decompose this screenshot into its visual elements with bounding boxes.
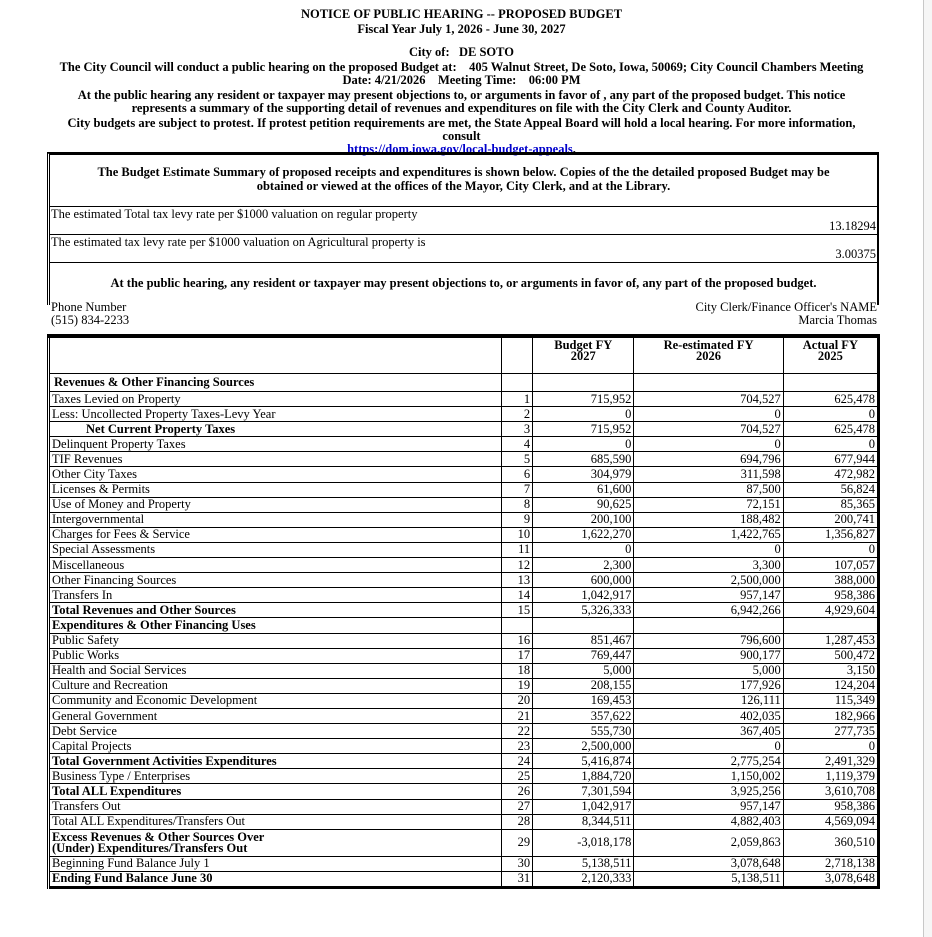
row-actual-fy2025: 182,966 — [783, 708, 878, 723]
row-budget-fy2027: 769,447 — [533, 648, 634, 663]
row-actual-fy2025: 277,735 — [783, 724, 878, 739]
row-reestimated-fy2026: 2,775,254 — [634, 754, 783, 769]
row-actual-fy2025: 0 — [783, 542, 878, 557]
row-reestimated-fy2026: 126,111 — [634, 693, 783, 708]
row-label: Less: Uncollected Property Taxes-Levy Year — [49, 407, 502, 422]
row-line-number: 30 — [502, 856, 533, 871]
row-label: Beginning Fund Balance July 1 — [49, 856, 502, 871]
table-row — [49, 724, 879, 739]
row-budget-fy2027: 2,120,333 — [533, 871, 634, 887]
row-line-number: 14 — [502, 588, 533, 603]
row-actual-fy2025: 3,078,648 — [783, 871, 878, 887]
row-line-number: 26 — [502, 784, 533, 799]
budget-summary-box — [47, 152, 879, 327]
row-reestimated-fy2026: 704,527 — [634, 422, 783, 437]
table-row — [49, 467, 879, 482]
row-budget-fy2027: -3,018,178 — [533, 829, 634, 856]
table-row — [49, 633, 879, 648]
fiscal-year: Fiscal Year July 1, 2026 - June 30, 2027 — [357, 22, 566, 36]
header-reestimated-fy: Re-estimated FY 2026 — [634, 336, 783, 374]
table-row — [49, 573, 879, 588]
row-label: Public Safety — [49, 633, 502, 648]
row-line-number: 4 — [502, 437, 533, 452]
table-header-row — [49, 336, 879, 374]
protest-text: City budgets are subject to protest. If protest petition requirements are met, the State Appeal Board will hold a local hearing. For more information, consult — [67, 116, 856, 143]
row-reestimated-fy2026: 2,059,863 — [634, 829, 783, 856]
row-label: Excess Revenues & Other Sources Over (Under) Expenditures/Transfers Out — [49, 829, 502, 856]
header-budget-fy: Budget FY 2027 — [533, 336, 634, 374]
row-label: Total Revenues and Other Sources — [49, 603, 502, 618]
table-row — [49, 769, 879, 784]
row-label: Other City Taxes — [49, 467, 502, 482]
notice-title: NOTICE OF PUBLIC HEARING -- PROPOSED BUDGET — [300, 7, 623, 21]
row-label: Miscellaneous — [49, 558, 502, 573]
row-label: Net Current Property Taxes — [49, 422, 502, 437]
row-budget-fy2027: 7,301,594 — [533, 784, 634, 799]
row-label: Total ALL Expenditures/Transfers Out — [49, 814, 502, 829]
row-budget-fy2027: 555,730 — [533, 724, 634, 739]
row-label: Expenditures & Other Financing Uses — [49, 618, 502, 633]
row-actual-fy2025: 124,204 — [783, 678, 878, 693]
row-label: Transfers In — [49, 588, 502, 603]
row-label: Revenues & Other Financing Sources — [49, 374, 502, 392]
row-label: Culture and Recreation — [49, 678, 502, 693]
table-row — [49, 374, 879, 392]
vertical-scrollbar[interactable] — [923, 0, 932, 937]
row-line-number: 24 — [502, 754, 533, 769]
ag-levy-rate-value: 3.00375 — [835, 247, 876, 261]
row-line-number: 5 — [502, 452, 533, 467]
row-budget-fy2027: 685,590 — [533, 452, 634, 467]
row-label: Licenses & Permits — [49, 482, 502, 497]
table-row — [49, 482, 879, 497]
row-label: Intergovernmental — [49, 512, 502, 527]
row-actual-fy2025: 625,478 — [783, 422, 878, 437]
row-reestimated-fy2026: 1,150,002 — [634, 769, 783, 784]
officer-block — [695, 301, 877, 327]
row-actual-fy2025 — [783, 374, 878, 392]
row-label: Transfers Out — [49, 799, 502, 814]
table-row — [49, 618, 879, 633]
city-line: City of: DE SOTO — [409, 45, 514, 59]
row-reestimated-fy2026 — [634, 618, 783, 633]
row-line-number: 11 — [502, 542, 533, 557]
phone-label: Phone Number — [51, 300, 127, 314]
row-label: Total ALL Expenditures — [49, 784, 502, 799]
row-line-number: 17 — [502, 648, 533, 663]
row-line-number: 8 — [502, 497, 533, 512]
row-reestimated-fy2026: 5,000 — [634, 663, 783, 678]
row-actual-fy2025 — [783, 618, 878, 633]
row-budget-fy2027 — [533, 618, 634, 633]
table-row — [49, 814, 879, 829]
row-label: Debt Service — [49, 724, 502, 739]
row-reestimated-fy2026: 402,035 — [634, 708, 783, 723]
regular-levy-rate-label: The estimated Total tax levy rate per $1000 valuation on regular property — [51, 207, 418, 221]
row-budget-fy2027 — [533, 374, 634, 392]
row-label: Use of Money and Property — [49, 497, 502, 512]
row-line-number: 18 — [502, 663, 533, 678]
table-row — [49, 708, 879, 723]
officer-name: Marcia Thomas — [798, 313, 877, 327]
row-line-number — [502, 374, 533, 392]
row-actual-fy2025: 1,287,453 — [783, 633, 878, 648]
row-line-number: 25 — [502, 769, 533, 784]
budget-appeals-link[interactable]: https://dom.iowa.gov/local-budget-appeals — [347, 142, 573, 156]
row-reestimated-fy2026: 0 — [634, 437, 783, 452]
row-line-number: 22 — [502, 724, 533, 739]
row-actual-fy2025: 472,982 — [783, 467, 878, 482]
regular-levy-rate-row — [50, 207, 877, 235]
row-line-number: 19 — [502, 678, 533, 693]
row-budget-fy2027: 5,326,333 — [533, 603, 634, 618]
row-label: Charges for Fees & Service — [49, 527, 502, 542]
row-budget-fy2027: 0 — [533, 437, 634, 452]
row-label: Delinquent Property Taxes — [49, 437, 502, 452]
row-reestimated-fy2026: 188,482 — [634, 512, 783, 527]
row-actual-fy2025: 958,386 — [783, 799, 878, 814]
row-budget-fy2027: 5,000 — [533, 663, 634, 678]
link-suffix: . — [572, 142, 576, 156]
table-row — [49, 693, 879, 708]
row-reestimated-fy2026: 72,151 — [634, 497, 783, 512]
row-actual-fy2025: 0 — [783, 739, 878, 754]
row-budget-fy2027: 1,042,917 — [533, 799, 634, 814]
row-budget-fy2027: 2,500,000 — [533, 739, 634, 754]
row-budget-fy2027: 90,625 — [533, 497, 634, 512]
row-actual-fy2025: 200,741 — [783, 512, 878, 527]
phone-value: (515) 834-2233 — [51, 313, 130, 327]
row-budget-fy2027: 1,042,917 — [533, 588, 634, 603]
row-label: Public Works — [49, 648, 502, 663]
row-actual-fy2025: 500,472 — [783, 648, 878, 663]
row-line-number: 27 — [502, 799, 533, 814]
summary-intro: The Budget Estimate Summary of proposed receipts and expenditures is shown below. Copies of the the detailed proposed Budget may be obtained or viewed at the offices of the Mayor, City Clerk, and at the Library. — [50, 155, 877, 207]
table-row — [49, 739, 879, 754]
row-line-number — [502, 618, 533, 633]
row-reestimated-fy2026: 694,796 — [634, 452, 783, 467]
row-reestimated-fy2026: 5,138,511 — [634, 871, 783, 887]
row-budget-fy2027: 200,100 — [533, 512, 634, 527]
table-row — [49, 422, 879, 437]
row-line-number: 7 — [502, 482, 533, 497]
row-actual-fy2025: 0 — [783, 437, 878, 452]
row-line-number: 29 — [502, 829, 533, 856]
row-line-number: 31 — [502, 871, 533, 887]
row-actual-fy2025: 1,119,379 — [783, 769, 878, 784]
header-line-col — [502, 336, 533, 374]
row-budget-fy2027: 1,884,720 — [533, 769, 634, 784]
table-row — [49, 497, 879, 512]
budget-table-body — [49, 374, 879, 888]
header-actual-fy: Actual FY 2025 — [783, 336, 878, 374]
row-actual-fy2025: 677,944 — [783, 452, 878, 467]
row-line-number: 9 — [502, 512, 533, 527]
row-actual-fy2025: 388,000 — [783, 573, 878, 588]
row-budget-fy2027: 715,952 — [533, 422, 634, 437]
row-actual-fy2025: 4,929,604 — [783, 603, 878, 618]
row-label: Ending Fund Balance June 30 — [49, 871, 502, 887]
table-row — [49, 527, 879, 542]
ag-levy-rate-row — [50, 235, 877, 263]
row-budget-fy2027: 169,453 — [533, 693, 634, 708]
row-reestimated-fy2026: 0 — [634, 407, 783, 422]
row-label: Business Type / Enterprises — [49, 769, 502, 784]
row-label: Community and Economic Development — [49, 693, 502, 708]
row-line-number: 2 — [502, 407, 533, 422]
row-reestimated-fy2026: 3,300 — [634, 558, 783, 573]
row-label: Other Financing Sources — [49, 573, 502, 588]
row-budget-fy2027: 5,416,874 — [533, 754, 634, 769]
table-row — [49, 856, 879, 871]
row-actual-fy2025: 2,718,138 — [783, 856, 878, 871]
table-row — [49, 588, 879, 603]
row-actual-fy2025: 360,510 — [783, 829, 878, 856]
row-budget-fy2027: 8,344,511 — [533, 814, 634, 829]
row-line-number: 10 — [502, 527, 533, 542]
row-reestimated-fy2026: 6,942,266 — [634, 603, 783, 618]
budget-table — [47, 334, 880, 889]
officer-label: City Clerk/Finance Officer's NAME — [695, 300, 877, 314]
row-line-number: 13 — [502, 573, 533, 588]
table-row — [49, 452, 879, 467]
row-budget-fy2027: 61,600 — [533, 482, 634, 497]
row-budget-fy2027: 5,138,511 — [533, 856, 634, 871]
row-line-number: 28 — [502, 814, 533, 829]
row-budget-fy2027: 208,155 — [533, 678, 634, 693]
row-budget-fy2027: 1,622,270 — [533, 527, 634, 542]
row-line-number: 1 — [502, 392, 533, 407]
row-line-number: 3 — [502, 422, 533, 437]
row-label: Health and Social Services — [49, 663, 502, 678]
row-actual-fy2025: 625,478 — [783, 392, 878, 407]
hearing-line: The City Council will conduct a public hearing on the proposed Budget at: 405 Walnut Street, De Soto, Iowa, 50069; City Council Chambers Meeting Date: 4/21/2026 Meeting Time: 06:00 PM — [59, 60, 867, 87]
row-budget-fy2027: 0 — [533, 542, 634, 557]
row-actual-fy2025: 56,824 — [783, 482, 878, 497]
row-actual-fy2025: 115,349 — [783, 693, 878, 708]
row-reestimated-fy2026: 957,147 — [634, 588, 783, 603]
row-reestimated-fy2026: 704,527 — [634, 392, 783, 407]
row-budget-fy2027: 600,000 — [533, 573, 634, 588]
row-actual-fy2025: 0 — [783, 407, 878, 422]
row-label: Total Government Activities Expenditures — [49, 754, 502, 769]
row-reestimated-fy2026: 2,500,000 — [634, 573, 783, 588]
table-row — [49, 407, 879, 422]
table-row — [49, 648, 879, 663]
table-row — [49, 754, 879, 769]
protest-line — [52, 117, 871, 156]
row-reestimated-fy2026: 957,147 — [634, 799, 783, 814]
row-reestimated-fy2026: 0 — [634, 739, 783, 754]
row-label: Special Assessments — [49, 542, 502, 557]
row-budget-fy2027: 851,467 — [533, 633, 634, 648]
row-actual-fy2025: 958,386 — [783, 588, 878, 603]
row-budget-fy2027: 357,622 — [533, 708, 634, 723]
row-line-number: 6 — [502, 467, 533, 482]
table-row — [49, 558, 879, 573]
table-row — [49, 799, 879, 814]
row-line-number: 16 — [502, 633, 533, 648]
row-reestimated-fy2026: 3,925,256 — [634, 784, 783, 799]
row-reestimated-fy2026 — [634, 374, 783, 392]
row-reestimated-fy2026: 900,177 — [634, 648, 783, 663]
row-label: Taxes Levied on Property — [49, 392, 502, 407]
row-actual-fy2025: 1,356,827 — [783, 527, 878, 542]
phone-block — [51, 301, 129, 327]
row-budget-fy2027: 304,979 — [533, 467, 634, 482]
header-label-col — [49, 336, 502, 374]
notice-header — [0, 8, 923, 156]
table-row — [49, 784, 879, 799]
row-label: Capital Projects — [49, 739, 502, 754]
row-reestimated-fy2026: 4,882,403 — [634, 814, 783, 829]
row-actual-fy2025: 107,057 — [783, 558, 878, 573]
regular-levy-rate-value: 13.18294 — [829, 219, 876, 233]
row-actual-fy2025: 3,150 — [783, 663, 878, 678]
row-line-number: 20 — [502, 693, 533, 708]
table-row — [49, 512, 879, 527]
row-reestimated-fy2026: 0 — [634, 542, 783, 557]
row-label: TIF Revenues — [49, 452, 502, 467]
table-row — [49, 603, 879, 618]
row-actual-fy2025: 2,491,329 — [783, 754, 878, 769]
table-row — [49, 829, 879, 856]
row-actual-fy2025: 3,610,708 — [783, 784, 878, 799]
row-reestimated-fy2026: 87,500 — [634, 482, 783, 497]
hearing-notice: At the public hearing, any resident or taxpayer may present objections to, or arguments in favor of, any part of the proposed budget. — [110, 276, 817, 290]
row-line-number: 23 — [502, 739, 533, 754]
row-budget-fy2027: 715,952 — [533, 392, 634, 407]
objections-line: At the public hearing any resident or taxpayer may present objections to, or arguments in favor of , any part of the proposed budget. This notice represents a summary of the supporting detail of revenues and expenditures on file with the City Clerk and County Auditor. — [77, 88, 846, 115]
table-row — [49, 871, 879, 887]
row-actual-fy2025: 4,569,094 — [783, 814, 878, 829]
row-actual-fy2025: 85,365 — [783, 497, 878, 512]
ag-levy-rate-label: The estimated tax levy rate per $1000 valuation on Agricultural property is — [51, 235, 426, 249]
row-reestimated-fy2026: 177,926 — [634, 678, 783, 693]
row-reestimated-fy2026: 311,598 — [634, 467, 783, 482]
row-reestimated-fy2026: 1,422,765 — [634, 527, 783, 542]
table-row — [49, 542, 879, 557]
row-reestimated-fy2026: 796,600 — [634, 633, 783, 648]
table-row — [49, 678, 879, 693]
row-line-number: 15 — [502, 603, 533, 618]
table-row — [49, 663, 879, 678]
row-reestimated-fy2026: 3,078,648 — [634, 856, 783, 871]
row-budget-fy2027: 0 — [533, 407, 634, 422]
row-line-number: 12 — [502, 558, 533, 573]
row-budget-fy2027: 2,300 — [533, 558, 634, 573]
row-reestimated-fy2026: 367,405 — [634, 724, 783, 739]
row-line-number: 21 — [502, 708, 533, 723]
row-label: General Government — [49, 708, 502, 723]
table-row — [49, 437, 879, 452]
table-row — [49, 392, 879, 407]
